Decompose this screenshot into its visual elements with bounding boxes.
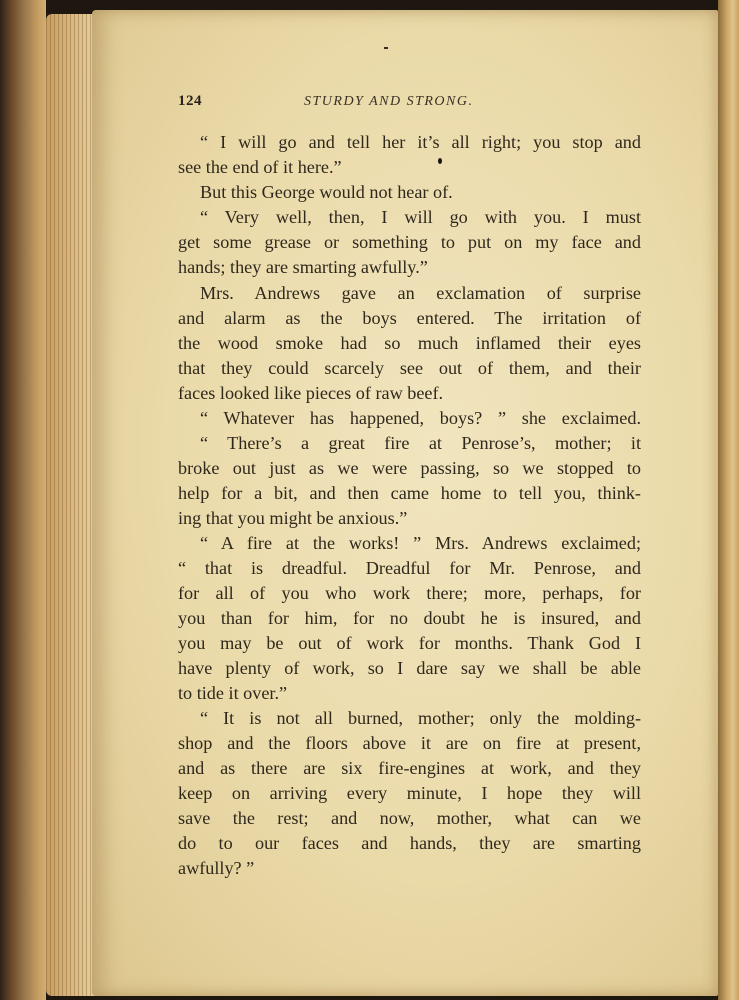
text-line: you may be out of work for months. Thank God I <box>178 633 641 653</box>
text-line: to tide it over.” <box>178 683 288 703</box>
text-line: for all of you who work there; more, perhaps, for <box>178 583 641 603</box>
text-line: help for a bit, and then came home to tell you, think- <box>178 483 641 503</box>
text-line: you than for him, for no doubt he is insured, and <box>178 608 641 628</box>
text-line: awfully? ” <box>178 858 255 878</box>
ink-speck <box>438 158 442 164</box>
ink-mark <box>384 47 388 49</box>
text-line: “ I will go and tell her it’s all right; you stop and <box>200 132 641 152</box>
text-line: that they could scarcely see out of them, and their <box>178 358 641 378</box>
text-line: have plenty of work, so I dare say we shall be able <box>178 658 641 678</box>
page-number: 124 <box>178 93 202 109</box>
text-line: “ There’s a great fire at Penrose’s, mother; it <box>200 433 641 453</box>
text-line: faces looked like pieces of raw beef. <box>178 383 444 403</box>
text-line: Mrs. Andrews gave an exclamation of surprise <box>200 283 641 303</box>
text-line: shop and the floors above it are on fire at present, <box>178 733 641 753</box>
text-line: and as there are six fire-engines at work, and they <box>178 758 641 778</box>
text-line: “ It is not all burned, mother; only the molding- <box>200 708 641 728</box>
text-line: hands; they are smarting awfully.” <box>178 257 428 277</box>
text-line: and alarm as the boys entered. The irritation of <box>178 308 641 328</box>
text-line: But this George would not hear of. <box>200 182 453 202</box>
text-line: the wood smoke had so much inflamed their eyes <box>178 333 641 353</box>
text-line: ing that you might be anxious.” <box>178 508 408 528</box>
text-line: do to our faces and hands, they are smarting <box>178 833 641 853</box>
text-line: “ A fire at the works! ” Mrs. Andrews exclaimed; <box>200 533 641 553</box>
text-line: save the rest; and now, mother, what can we <box>178 808 641 828</box>
text-line: keep on arriving every minute, I hope they will <box>178 783 641 803</box>
text-line: see the end of it here.” <box>178 157 342 177</box>
text-line: “ Very well, then, I will go with you. I must <box>200 207 641 227</box>
text-line: get some grease or something to put on my face and <box>178 232 641 252</box>
text-line: “ Whatever has happened, boys? ” she exclaimed. <box>200 408 641 428</box>
text-line: broke out just as we were passing, so we stopped to <box>178 458 641 478</box>
running-head: STURDY AND STRONG. <box>304 94 474 109</box>
text-line: “ that is dreadful. Dreadful for Mr. Penrose, and <box>178 558 641 578</box>
